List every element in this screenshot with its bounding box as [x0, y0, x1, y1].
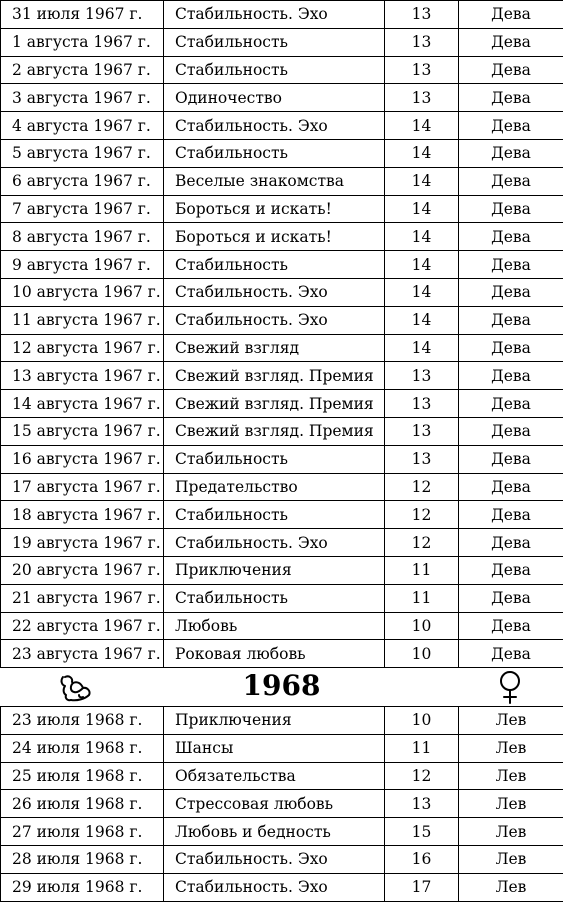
date-cell: 18 августа 1967 г. [1, 501, 164, 529]
phrase-cell: Стабильность [164, 445, 385, 473]
sign-cell: Дева [459, 390, 563, 418]
number-cell: 14 [385, 278, 459, 306]
date-cell: 21 августа 1967 г. [1, 584, 164, 612]
number-cell: 13 [385, 445, 459, 473]
sign-cell: Дева [459, 529, 563, 557]
number-cell: 14 [385, 251, 459, 279]
phrase-cell: Свежий взгляд [164, 334, 385, 362]
phrase-cell: Стабильность. Эхо [164, 278, 385, 306]
phrase-cell: Стабильность [164, 56, 385, 84]
table-row [1, 251, 563, 279]
phrase-cell: Любовь и бедность [164, 818, 385, 846]
date-cell: 3 августа 1967 г. [1, 84, 164, 112]
table-1968-body [1, 707, 563, 902]
phrase-cell: Стабильность [164, 501, 385, 529]
sign-cell: Лев [459, 790, 563, 818]
sign-cell: Лев [459, 818, 563, 846]
number-cell: 13 [385, 390, 459, 418]
date-cell: 28 июля 1968 г. [1, 845, 164, 873]
number-cell: 17 [385, 873, 459, 901]
phrase-cell: Приключения [164, 707, 385, 735]
date-cell: 4 августа 1967 г. [1, 112, 164, 140]
number-cell: 13 [385, 28, 459, 56]
phrase-cell: Свежий взгляд. Премия [164, 362, 385, 390]
phrase-cell: Стабильность. Эхо [164, 845, 385, 873]
table-row [1, 84, 563, 112]
date-cell: 2 августа 1967 г. [1, 56, 164, 84]
phrase-cell: Обязательства [164, 762, 385, 790]
number-cell: 11 [385, 734, 459, 762]
number-cell: 12 [385, 473, 459, 501]
number-cell: 13 [385, 417, 459, 445]
phrase-cell: Веселые знакомства [164, 167, 385, 195]
number-cell: 10 [385, 707, 459, 735]
table-row [1, 707, 563, 735]
phrase-cell: Шансы [164, 734, 385, 762]
sign-cell: Лев [459, 707, 563, 735]
year-label: 1968 [0, 669, 563, 702]
date-cell: 27 июля 1968 г. [1, 818, 164, 846]
date-cell: 17 августа 1967 г. [1, 473, 164, 501]
sign-cell: Дева [459, 278, 563, 306]
sign-cell: Дева [459, 417, 563, 445]
phrase-cell: Стабильность. Эхо [164, 1, 385, 29]
table-row [1, 734, 563, 762]
table-row [1, 139, 563, 167]
phrase-cell: Предательство [164, 473, 385, 501]
venus-icon [497, 670, 523, 704]
number-cell: 10 [385, 612, 459, 640]
sign-cell: Дева [459, 584, 563, 612]
sign-cell: Дева [459, 167, 563, 195]
number-cell: 13 [385, 56, 459, 84]
table-row [1, 612, 563, 640]
table-row [1, 1, 563, 29]
number-cell: 13 [385, 84, 459, 112]
table-row [1, 556, 563, 584]
date-cell: 16 августа 1967 г. [1, 445, 164, 473]
date-cell: 14 августа 1967 г. [1, 390, 164, 418]
number-cell: 11 [385, 584, 459, 612]
sign-cell: Дева [459, 84, 563, 112]
phrase-cell: Любовь [164, 612, 385, 640]
date-cell: 26 июля 1968 г. [1, 790, 164, 818]
number-cell: 12 [385, 501, 459, 529]
sign-cell: Лев [459, 873, 563, 901]
table-row [1, 790, 563, 818]
number-cell: 15 [385, 818, 459, 846]
table-row [1, 223, 563, 251]
date-cell: 13 августа 1967 г. [1, 362, 164, 390]
sign-cell: Лев [459, 762, 563, 790]
phrase-cell: Стабильность. Эхо [164, 873, 385, 901]
number-cell: 13 [385, 362, 459, 390]
table-row [1, 362, 563, 390]
phrase-cell: Стабильность [164, 139, 385, 167]
phrase-cell: Стабильность. Эхо [164, 112, 385, 140]
date-cell: 29 июля 1968 г. [1, 873, 164, 901]
date-cell: 23 июля 1968 г. [1, 707, 164, 735]
phrase-cell: Бороться и искать! [164, 223, 385, 251]
sign-cell: Дева [459, 139, 563, 167]
date-cell: 5 августа 1967 г. [1, 139, 164, 167]
date-cell: 8 августа 1967 г. [1, 223, 164, 251]
date-cell: 1 августа 1967 г. [1, 28, 164, 56]
table-row [1, 28, 563, 56]
table-row [1, 112, 563, 140]
sign-cell: Дева [459, 362, 563, 390]
table-row [1, 417, 563, 445]
date-cell: 20 августа 1967 г. [1, 556, 164, 584]
date-cell: 23 августа 1967 г. [1, 640, 164, 668]
phrase-cell: Свежий взгляд. Премия [164, 417, 385, 445]
phrase-cell: Роковая любовь [164, 640, 385, 668]
table-row [1, 640, 563, 668]
table-row [1, 195, 563, 223]
date-cell: 6 августа 1967 г. [1, 167, 164, 195]
sign-cell: Дева [459, 28, 563, 56]
sign-cell: Дева [459, 112, 563, 140]
date-cell: 31 июля 1967 г. [1, 1, 164, 29]
phrase-cell: Стабильность. Эхо [164, 529, 385, 557]
sign-cell: Дева [459, 56, 563, 84]
sign-cell: Лев [459, 734, 563, 762]
date-cell: 24 июля 1968 г. [1, 734, 164, 762]
number-cell: 10 [385, 640, 459, 668]
number-cell: 14 [385, 167, 459, 195]
sign-cell: Дева [459, 445, 563, 473]
phrase-cell: Бороться и искать! [164, 195, 385, 223]
sign-cell: Лев [459, 845, 563, 873]
date-cell: 25 июля 1968 г. [1, 762, 164, 790]
date-cell: 22 августа 1967 г. [1, 612, 164, 640]
phrase-cell: Стабильность [164, 251, 385, 279]
table-row [1, 445, 563, 473]
table-1968 [0, 706, 563, 902]
phrase-cell: Стабильность [164, 28, 385, 56]
date-cell: 19 августа 1967 г. [1, 529, 164, 557]
table-1967-body [1, 1, 563, 668]
date-cell: 11 августа 1967 г. [1, 306, 164, 334]
number-cell: 14 [385, 195, 459, 223]
number-cell: 13 [385, 790, 459, 818]
table-row [1, 873, 563, 901]
date-cell: 15 августа 1967 г. [1, 417, 164, 445]
phrase-cell: Стабильность [164, 584, 385, 612]
table-row [1, 501, 563, 529]
date-cell: 9 августа 1967 г. [1, 251, 164, 279]
year-header [0, 667, 563, 707]
table-row [1, 845, 563, 873]
sign-cell: Дева [459, 223, 563, 251]
phrase-cell: Стрессовая любовь [164, 790, 385, 818]
table-row [1, 56, 563, 84]
number-cell: 14 [385, 334, 459, 362]
table-row [1, 390, 563, 418]
table-row [1, 818, 563, 846]
phrase-cell: Свежий взгляд. Премия [164, 390, 385, 418]
sign-cell: Дева [459, 251, 563, 279]
number-cell: 14 [385, 223, 459, 251]
table-row [1, 167, 563, 195]
sign-cell: Дева [459, 640, 563, 668]
number-cell: 14 [385, 139, 459, 167]
sign-cell: Дева [459, 612, 563, 640]
date-cell: 12 августа 1967 г. [1, 334, 164, 362]
date-cell: 10 августа 1967 г. [1, 278, 164, 306]
table-row [1, 529, 563, 557]
number-cell: 13 [385, 1, 459, 29]
sign-cell: Дева [459, 1, 563, 29]
table-row [1, 473, 563, 501]
table-row [1, 762, 563, 790]
number-cell: 12 [385, 529, 459, 557]
table-row [1, 584, 563, 612]
sign-cell: Дева [459, 195, 563, 223]
date-cell: 7 августа 1967 г. [1, 195, 164, 223]
sign-cell: Дева [459, 556, 563, 584]
sign-cell: Дева [459, 306, 563, 334]
number-cell: 16 [385, 845, 459, 873]
table-row [1, 306, 563, 334]
sign-cell: Дева [459, 334, 563, 362]
number-cell: 11 [385, 556, 459, 584]
phrase-cell: Приключения [164, 556, 385, 584]
sign-cell: Дева [459, 473, 563, 501]
phrase-cell: Одиночество [164, 84, 385, 112]
sign-cell: Дева [459, 501, 563, 529]
phrase-cell: Стабильность. Эхо [164, 306, 385, 334]
number-cell: 12 [385, 762, 459, 790]
table-row [1, 278, 563, 306]
number-cell: 14 [385, 306, 459, 334]
number-cell: 14 [385, 112, 459, 140]
table-row [1, 334, 563, 362]
